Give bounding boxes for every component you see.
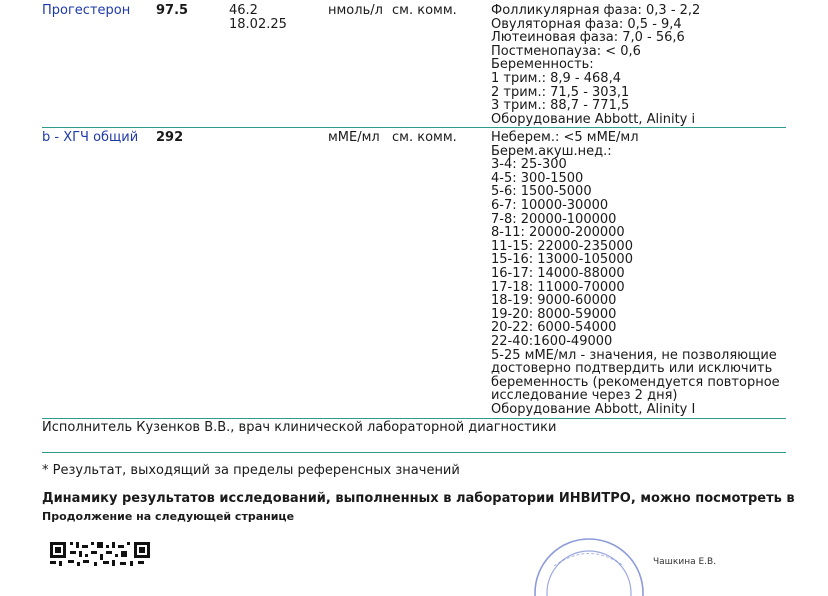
test-name: Прогестерон xyxy=(42,3,131,18)
reference-line: Лютеиновая фаза: 7,0 - 56,6 xyxy=(491,30,685,46)
test-comment: см. комм. xyxy=(392,3,457,18)
reference-line: достоверно подтвердить или исключить xyxy=(491,361,773,377)
test-unit: нмоль/л xyxy=(328,3,383,18)
reference-line: 11-15: 22000-235000 xyxy=(491,238,633,254)
reference-line: 3-4: 25-300 xyxy=(491,157,567,173)
row-divider xyxy=(42,418,786,419)
test-name: b - ХГЧ общий xyxy=(42,130,139,145)
reference-values xyxy=(491,131,780,416)
reference-line: 5-6: 1500-5000 xyxy=(491,184,592,200)
reference-line: исследование через 2 дня) xyxy=(491,388,678,404)
previous-value: 46.2 xyxy=(229,3,258,18)
reference-line: 4-5: 300-1500 xyxy=(491,170,584,186)
section-divider xyxy=(42,452,786,453)
reference-line: Оборудование Abbott, Alinity i xyxy=(491,111,696,127)
performer-text: Исполнитель Кузенков В.В., врач клинической лабораторной диагностики xyxy=(42,420,557,435)
qr-code-icon xyxy=(50,542,150,566)
reference-line: беременность (рекомендуется повторное xyxy=(491,374,780,390)
reference-line: 15-16: 13000-105000 xyxy=(491,252,633,268)
reference-line: 16-17: 14000-88000 xyxy=(491,265,625,281)
reference-line: 1 трим.: 8,9 - 468,4 xyxy=(491,70,621,86)
reference-line: 2 трим.: 71,5 - 303,1 xyxy=(491,84,630,100)
signature-name: Чашкина Е.В. xyxy=(653,557,717,567)
dynamics-notice: Динамику результатов исследований, выполненных в лаборатории ИНВИТРО, можно посмотреть в xyxy=(42,491,795,506)
reference-line: Оборудование Abbott, Alinity I xyxy=(491,401,696,417)
reference-line: 17-18: 11000-70000 xyxy=(491,279,625,295)
reference-line: Неберем.: <5 мМЕ/мл xyxy=(491,130,639,145)
reference-line: Фолликулярная фаза: 0,3 - 2,2 xyxy=(491,3,701,18)
reference-line: Беременность: xyxy=(491,57,594,73)
reference-line: Берем.акуш.нед.: xyxy=(491,143,612,159)
reference-line: Овуляторная фаза: 0,5 - 9,4 xyxy=(491,16,682,32)
reference-line: 19-20: 8000-59000 xyxy=(491,306,617,322)
test-result: 292 xyxy=(156,130,184,145)
reference-line: 6-7: 10000-30000 xyxy=(491,197,609,213)
reference-line: 5-25 мМЕ/мл - значения, не позволяющие xyxy=(491,347,777,363)
row-divider xyxy=(42,127,786,128)
reference-line: 18-19: 9000-60000 xyxy=(491,293,617,309)
reference-line: Постменопауза: < 0,6 xyxy=(491,43,641,59)
previous-date: 18.02.25 xyxy=(229,16,287,32)
reference-values xyxy=(491,4,700,126)
test-comment: см. комм. xyxy=(392,130,457,145)
reference-line: 3 трим.: 88,7 - 771,5 xyxy=(491,98,630,114)
reference-line: 7-8: 20000-100000 xyxy=(491,211,617,227)
reference-line: 8-11: 20000-200000 xyxy=(491,225,625,241)
continuation-note: Продолжение на следующей странице xyxy=(42,510,295,523)
stamp-icon xyxy=(532,536,646,596)
reference-line: 20-22: 6000-54000 xyxy=(491,320,617,336)
test-unit: мМЕ/мл xyxy=(328,130,380,145)
previous-result xyxy=(229,4,287,31)
reference-line: 22-40:1600-49000 xyxy=(491,333,613,349)
footnote-text: * Результат, выходящий за пределы референсных значений xyxy=(42,463,460,478)
test-result: 97.5 xyxy=(156,3,189,18)
